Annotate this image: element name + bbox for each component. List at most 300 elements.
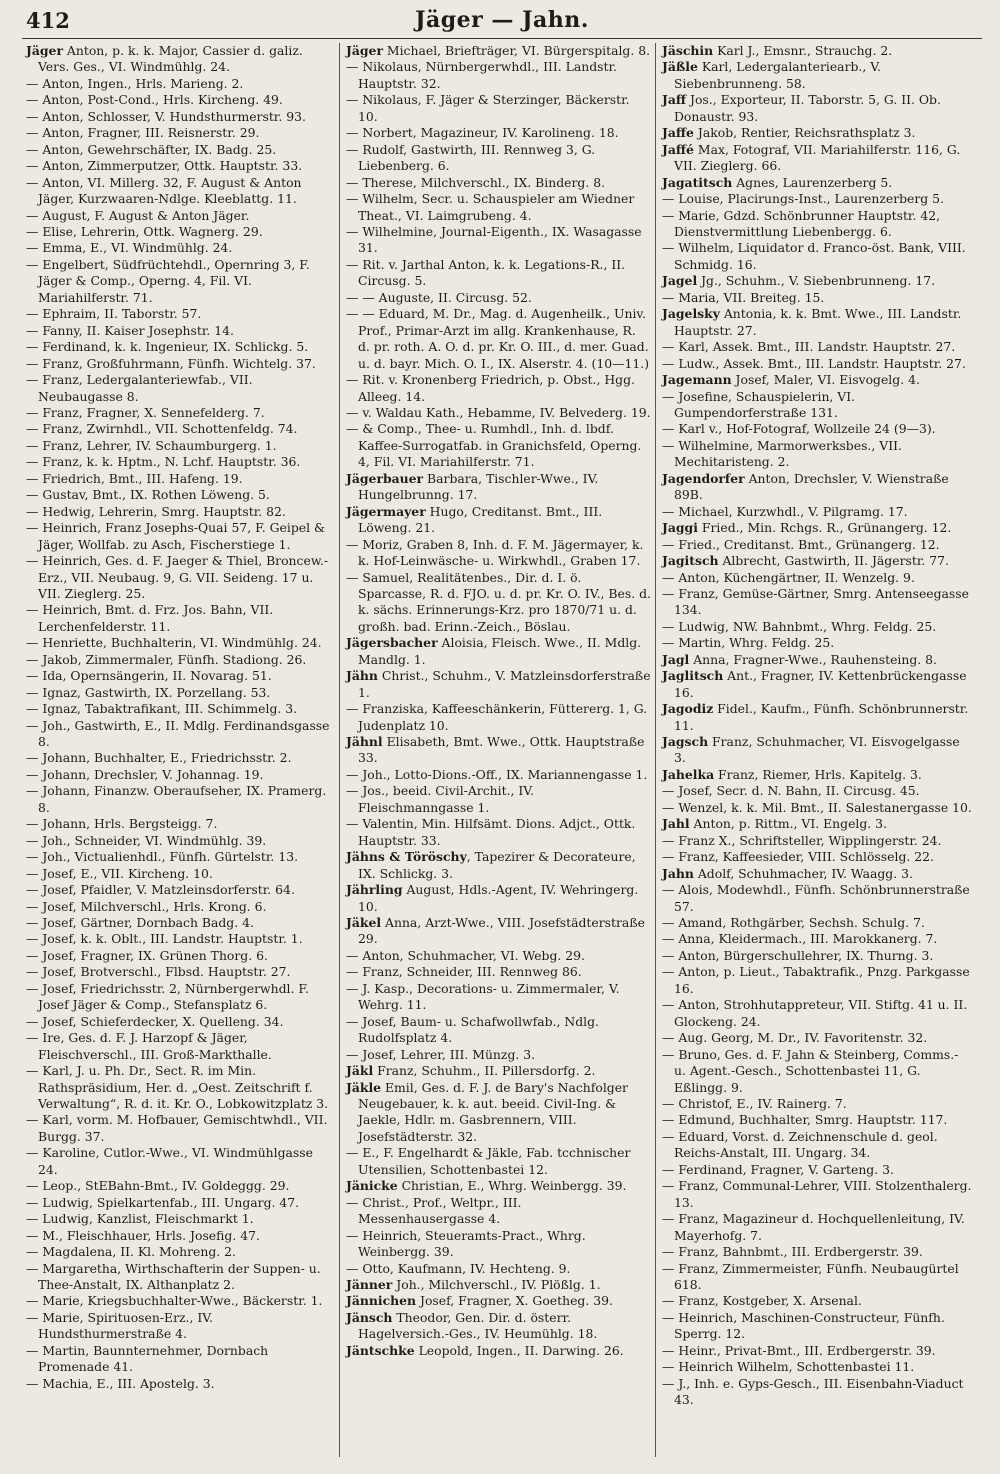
directory-entry [346,43,651,59]
directory-entry [346,783,651,816]
entry-text: — Karl v., Hof-Fotograf, Wollzeile 24 (9—3). [662,421,936,437]
entry-text: — Anton, Ingen., Hrls. Marieng. 2. [26,75,244,91]
entry-text: — Nikolaus, Nürnbergerwhdl., III. Landstr. Hauptstr. 32. [346,59,617,91]
directory-entry [662,652,974,668]
entry-text: — Franz, Zwirnhdl., VII. Schottenfeldg. 74. [26,421,298,437]
entry-text: Fried., Min. Rchgs. R., Grünangerg. 12. [697,520,952,536]
entry-text: Barbara, Tischler-Wwe., IV. Hungelbrunng. 17. [358,470,599,503]
entry-text: Karl J., Emsnr., Strauchg. 2. [713,43,893,58]
entry-text: — E., F. Engelhardt & Jäkle, Fab. tcchnischer Utensilien, Schottenbastei 12. [346,1145,631,1177]
entry-text: — Samuel, Realitätenbes., Dir. d. I. ö. Sparcasse, R. d. FJO. u. d. pr. Kr. O. IV., Bes. d. k. sächs. Erinnerungs-Krz. pro 1870/71 u. d. großh. bad. Erinn.-Zeich., Böslau. [346,569,651,634]
entry-text: — Aug. Georg, M. Dr., IV. Favoritenstr. 32. [662,1030,928,1046]
entry-text: Jakob, Rentier, Reichsrathsplatz 3. [693,125,916,141]
entry-surname: Jaffe [662,125,694,141]
entry-text: — Ferdinand, k. k. Ingenieur, IX. Schlickg. 5. [26,339,309,355]
entry-text: — Jos., beeid. Civil-Archit., IV. Fleischmanngasse 1. [346,783,535,815]
entry-surname: Jägersbacher [346,635,438,651]
directory-entry [26,833,335,849]
entry-surname: Jägerbauer [346,470,424,486]
directory-entry [346,142,651,175]
directory-entry [662,1030,974,1046]
entry-surname: Jaff [662,92,687,108]
entry-text: — Nikolaus, F. Jäger & Sterzinger, Bäckerstr. 10. [346,92,630,124]
directory-entry [662,964,974,997]
entry-text: — Ludwig, NW. Bahnbmt., Whrg. Feldg. 25. [662,618,937,634]
entry-text: — M., Fleischhauer, Hrls. Josefig. 47. [26,1227,260,1243]
directory-entry [26,866,335,882]
entry-text: — Edmund, Buchhalter, Smrg. Hauptstr. 117. [662,1112,948,1128]
entry-text: — Ida, Opernsängerin, II. Novarag. 51. [26,668,272,684]
entry-text: — Emma, E., VI. Windmühlg. 24. [26,240,233,256]
entry-text: — Jakob, Zimmermaler, Fünfh. Stadiong. 26. [26,651,307,667]
entry-surname: Jaffé [662,141,694,157]
entry-text: — Anna, Kleidermach., III. Marokkanerg. 7. [662,931,938,947]
entry-text: — Friedrich, Bmt., III. Hafeng. 19. [26,470,243,486]
directory-entry [26,1293,335,1309]
entry-text: — Franz, Gemüse-Gärtner, Smrg. Antenseegasse 134. [662,585,969,618]
directory-entry [26,504,335,520]
entry-text: — Heinr., Privat-Bmt., III. Erdbergerstr. 39. [662,1342,936,1358]
directory-entry [346,92,651,125]
directory-entry [662,142,974,175]
directory-entry [346,125,651,141]
entry-text: — Marie, Gdzd. Schönbrunner Hauptstr. 42, Dienstvermittlung Liebenbergg. 6. [662,207,941,239]
entry-text: — Leop., StEBahn-Bmt., IV. Goldeggg. 29. [26,1178,290,1194]
entry-text: — Anton, Küchengärtner, II. Wenzelg. 9. [662,569,915,585]
directory-entry [662,619,974,635]
entry-text: — Wilhelm, Liquidator d. Franco-öst. Bank, VIII. Schmidg. 16. [662,240,966,272]
entry-text: Jos., Exporteur, II. Taborstr. 5, G. II. Ob. Donaustr. 93. [674,92,941,124]
directory-entry [346,1063,651,1079]
entry-text: — Engelbert, Südfrüchtehdl., Opernring 3, F. Jäger & Comp., Operng. 4, Fil. VI. Mariahilferstr. 71. [26,256,310,305]
entry-text: Jg., Schuhm., V. Siebenbrunneng. 17. [697,273,936,289]
directory-entry [662,273,974,289]
directory-entry [346,767,651,783]
entry-text: — Anton, Gewehrschäfter, IX. Badg. 25. [26,141,277,157]
directory-entry [662,586,974,619]
directory-entry [26,372,335,405]
entry-text: — Joh., Schneider, VI. Windmühlg. 39. [26,832,267,848]
directory-entry [26,356,335,372]
directory-entry [662,1293,974,1309]
entry-text: — Eduard, Vorst. d. Zeichnenschule d. geol. Reichs-Anstalt, III. Ungarg. 34. [662,1128,938,1161]
entry-text: — Franz X., Schriftsteller, Wipplingerstr. 24. [662,832,942,848]
directory-entry [26,964,335,980]
directory-entry [662,1343,974,1359]
directory-entry [662,356,974,372]
entry-text: Adolf, Schuhmacher, IV. Waagg. 3. [693,865,913,881]
entry-text: — Franz, Magazineur d. Hochquellenleitung, IV. Mayerhofg. 7. [662,1211,965,1243]
directory-entry [26,1211,335,1227]
directory-entry [26,948,335,964]
entry-text: — Johann, Buchhalter, E., Friedrichsstr. 2. [26,750,292,766]
directory-entry [26,685,335,701]
directory-entry [346,1178,651,1194]
entry-text: — Joh., Lotto-Dions.-Off., IX. Mariannengasse 1. [346,766,648,782]
entry-surname: Jähnl [346,734,383,750]
directory-entry [662,59,974,92]
entry-text: — Karl, J. u. Ph. Dr., Sect. R. im Min. Rathspräsidium, Her. d. „Oest. Zeitschrift f. Verwaltung“, R. d. it. Kr. O., Lobkowitzplatz 3. [26,1063,329,1111]
directory-entry [26,931,335,947]
directory-entry [662,175,974,191]
entry-text: — Maria, VII. Breiteg. 15. [662,289,825,305]
directory-entry [346,1080,651,1146]
entry-surname: Jäntschke [346,1342,415,1358]
directory-entry [26,158,335,174]
entry-text: — Marie, Kriegsbuchhalter-Wwe., Bäckerstr. 1. [26,1293,323,1309]
entry-text: — Joh., Gastwirth, E., II. Mdlg. Ferdinandsgasse 8. [26,717,330,750]
entry-text: — Rudolf, Gastwirth, III. Rennweg 3, G. Liebenberg. 6. [346,141,596,174]
directory-entry [26,1030,335,1063]
entry-text: Christ., Schuhm., V. Matzleinsdorferstraße 1. [358,668,651,700]
directory-entry [662,537,974,553]
entry-text: Franz, Schuhm., II. Pillersdorfg. 2. [373,1063,596,1079]
directory-entry [346,816,651,849]
entry-surname: Jagl [662,651,690,667]
directory-entry [662,1178,974,1211]
directory-entry [346,224,651,257]
directory-entry [662,783,974,799]
entry-text: — Magdalena, II. Kl. Mohreng. 2. [26,1244,236,1260]
directory-entry [346,1293,651,1309]
directory-entry [662,306,974,339]
directory-entry [26,224,335,240]
entry-surname: Jänicke [346,1178,398,1194]
entry-text: — Josef, Milchverschl., Hrls. Krong. 6. [26,898,267,914]
entry-text: — v. Waldau Kath., Hebamme, IV. Belvederg. 19. [346,404,651,420]
entry-text: — Franz, Bahnbmt., III. Erdbergerstr. 39. [662,1244,923,1260]
entry-text: — Anton, Post-Cond., Hrls. Kircheng. 49. [26,92,283,108]
entry-surname: Jaglitsch [662,668,724,684]
entry-text: Emil, Ges. d. F. J. de Bary's Nachfolger Neugebauer, k. k. aut. beeid. Civil-Ing. & Jaekle, Hdlr. m. Gasbrennern, VIII. Josefstädterstr. 32. [358,1079,628,1144]
entry-text: — Ignaz, Tabaktrafikant, III. Schimmelg. 3. [26,701,298,717]
entry-text: Franz, Schuhmacher, VI. Eisvogelgasse 3. [674,734,960,766]
entry-text: — Franz, k. k. Hptm., N. Lchf. Hauptstr. 36. [26,454,301,470]
directory-entry [26,471,335,487]
entry-text: Hugo, Creditanst. Bmt., III. Löweng. 21. [358,503,603,536]
entry-text: — Karl, Assek. Bmt., III. Landstr. Hauptstr. 27. [662,339,956,355]
entry-surname: Jänsch [346,1309,393,1325]
entry-surname: Jägermayer [346,503,426,519]
entry-text: — Heinrich, Maschinen-Constructeur, Fünfh. Sperrg. 12. [662,1309,945,1342]
entry-text: Anna, Fragner-Wwe., Rauhensteing. 8. [689,651,937,667]
entry-text: — Heinrich, Franz Josephs-Quai 57, F. Geipel & Jäger, Wollfab. zu Asch, Fischerstiege 1. [26,520,326,552]
directory-entry [26,487,335,503]
directory-entry [26,1244,335,1260]
entry-text: Michael, Briefträger, VI. Bürgerspitalg. 8. [382,43,651,58]
directory-entry [662,208,974,241]
directory-entry [26,882,335,898]
directory-entry [346,964,651,980]
entry-text: Karl, Ledergalanteriearb., V. Siebenbrunneng. 58. [674,59,881,91]
entry-text: — Wenzel, k. k. Mil. Bmt., II. Salestanergasse 10. [662,799,972,815]
directory-entry [662,43,974,59]
directory-entry [26,109,335,125]
directory-entry [346,1145,651,1178]
directory-entry [346,915,651,948]
directory-entry [346,1014,651,1047]
entry-text: — Ludwig, Spielkartenfab., III. Ungarg. 47. [26,1194,300,1210]
entry-text: — August, F. August & Anton Jäger. [26,207,250,223]
entry-text: — Otto, Kaufmann, IV. Hechteng. 9. [346,1260,571,1276]
entry-text: Agnes, Laurenzerberg 5. [732,174,893,190]
entry-text: — Josef, Friedrichsstr. 2, Nürnbergerwhdl. F. Josef Jäger & Comp., Stefansplatz 6. [26,980,309,1013]
entry-text: — Christ., Prof., Weltpr., III. Messenhausergasse 4. [346,1194,522,1227]
directory-entry [26,1178,335,1194]
directory-entry [26,454,335,470]
entry-text: August, Hdls.-Agent, IV. Wehringerg. 10. [358,882,639,914]
entry-text: — Heinrich, Steueramts-Pract., Whrg. Weinbergg. 39. [346,1227,586,1260]
entry-surname: Jäßle [662,59,698,75]
directory-entry [26,553,335,602]
entry-text: — Franz, Ledergalanteriewfab., VII. Neubaugasse 8. [26,372,253,404]
directory-entry [662,734,974,767]
directory-entry [346,1310,651,1343]
directory-entry [662,1162,974,1178]
directory-entry [346,1277,651,1293]
directory-entry [346,635,651,668]
entry-text: Antonia, k. k. Bmt. Wwe., III. Landstr. Hauptstr. 27. [674,306,962,338]
directory-entry [346,290,651,306]
entry-surname: Jagel [662,273,698,289]
entry-text: Albrecht, Gastwirth, II. Jägerstr. 77. [718,553,949,569]
entry-text: — Hedwig, Lehrerin, Smrg. Hauptstr. 82. [26,503,286,519]
directory-entry [662,997,974,1030]
directory-entry [26,1063,335,1112]
entry-surname: Jagatitsch [662,174,733,190]
directory-entry [26,981,335,1014]
entry-surname: Jagsch [662,734,709,750]
entry-text: — Ignaz, Gastwirth, IX. Porzellang. 53. [26,684,271,700]
directory-entry [662,849,974,865]
directory-entry [662,520,974,536]
directory-entry [662,948,974,964]
entry-text: — Johann, Hrls. Bergsteigg. 7. [26,816,218,832]
entry-text: — Wilhelm, Secr. u. Schauspieler am Wiedner Theat., VI. Laimgrubeng. 4. [346,191,635,223]
entry-surname: Jagodiz [662,701,714,717]
entry-text: — Elise, Lehrerin, Ottk. Wagnerg. 29. [26,223,263,239]
directory-entry [26,43,335,76]
entry-text: — Franz, Communal-Lehrer, VIII. Stolzenthalerg. 13. [662,1178,972,1210]
directory-entry [26,602,335,635]
entry-text: — Marie, Spirituosen-Erz., IV. Hundsthurmerstraße 4. [26,1309,213,1342]
entry-text: — Wilhelmine, Marmorwerksbes., VII. Mechitaristeng. 2. [662,437,902,470]
entry-text: — Franz, Fragner, X. Sennefelderg. 7. [26,404,265,420]
directory-entry [26,323,335,339]
entry-text: — Norbert, Magazineur, IV. Karolineng. 18. [346,125,619,141]
entry-text: Theodor, Gen. Dir. d. österr. Hagelversich.-Ges., IV. Heumühlg. 18. [358,1309,598,1342]
entry-surname: Jahl [662,816,690,832]
directory-entry [26,668,335,684]
directory-entry [26,1112,335,1145]
directory-entry [26,1145,335,1178]
directory-entry [346,734,651,767]
directory-entry [346,405,651,421]
entry-text: — Louise, Placirungs-Inst., Laurenzerberg 5. [662,191,945,207]
entry-text: — Martin, Whrg. Feldg. 25. [662,635,835,651]
entry-text: — Wilhelmine, Journal-Eigenth., IX. Wasagasse 31. [346,223,642,256]
directory-entry [346,257,651,290]
directory-entry [662,92,974,125]
entry-text: — Josef, Fragner, IX. Grünen Thorg. 6. [26,947,268,963]
entry-text: — Anton, Strohhutappreteur, VII. Stiftg. 41 u. II. Glockeng. 24. [662,997,968,1029]
entry-text: — J. Kasp., Decorations- u. Zimmermaler, V. Wehrg. 11. [346,980,620,1013]
entry-surname: Jagendorfer [662,470,745,486]
entry-text: — Ferdinand, Fragner, V. Garteng. 3. [662,1161,894,1177]
entry-text: — Ludwig, Kanzlist, Fleischmarkt 1. [26,1211,254,1227]
directory-entry [346,701,651,734]
directory-entry [26,339,335,355]
directory-entry [346,504,651,537]
directory-entry [662,866,974,882]
entry-text: Josef, Fragner, X. Goetheg. 39. [416,1293,613,1309]
entry-surname: Jäschin [662,43,714,58]
directory-entry [662,240,974,273]
entry-text: — — Eduard, M. Dr., Mag. d. Augenheilk., Univ. Prof., Primar-Arzt im allg. Krankenhause, R. d. pr. roth. A. O. d. pr. Kr. O. III., d. mer. Guad. u. d. bayr. Mich. O. I., IX. Alserstr. 4. (10—11.) [346,306,650,371]
entry-text: — Franz, Kostgeber, X. Arsenal. [662,1293,862,1309]
running-title: Jäger — Jahn. [415,7,589,33]
directory-entry [346,537,651,570]
entry-surname: Jännichen [346,1293,417,1309]
entry-text: — Ludw., Assek. Bmt., III. Landstr. Hauptstr. 27. [662,355,966,371]
directory-entry [662,1310,974,1343]
entry-text: — J., Inh. e. Gyps-Gesch., III. Eisenbahn-Viaduct 43. [662,1375,964,1408]
directory-entry [346,1261,651,1277]
entry-surname: Jahelka [662,766,715,782]
directory-entry [346,1195,651,1228]
entry-text: — Rit. v. Kronenberg Friedrich, p. Obst., Hgg. Alleeg. 14. [346,372,635,404]
directory-entry [346,175,651,191]
directory-entry [662,833,974,849]
directory-entry [662,1244,974,1260]
directory-entry [26,701,335,717]
page-number: 412 [26,8,70,33]
directory-entry [662,767,974,783]
directory-entry [26,915,335,931]
directory-entry [26,718,335,751]
directory-entry [346,1047,651,1063]
directory-entry [662,1112,974,1128]
entry-surname: Jäkl [346,1063,374,1079]
entry-text: Leopold, Ingen., II. Darwing. 26. [414,1342,624,1358]
directory-entry [26,1376,335,1392]
directory-entry [26,635,335,651]
directory-entry [346,1228,651,1261]
entry-text: — Machia, E., III. Apostelg. 3. [26,1375,215,1391]
directory-entry [26,306,335,322]
entry-surname: Jänner [346,1276,393,1292]
directory-entry [26,76,335,92]
directory-entry [662,668,974,701]
entry-text: Anton, Drechsler, V. Wienstraße 89B. [674,470,949,503]
directory-entry [26,849,335,865]
directory-entry [662,1211,974,1244]
directory-entry [346,570,651,636]
directory-entry [662,504,974,520]
directory-entry [662,570,974,586]
entry-text: — Josefine, Schauspielerin, VI. Gumpendorferstraße 131. [662,388,856,420]
entry-surname: Jährling [346,882,403,898]
entry-surname: Jäkle [346,1079,382,1095]
directory-entry [346,372,651,405]
entry-text: — Anton, Schlosser, V. Hundsthurmerstr. 93. [26,108,306,124]
entry-text: — Josef, k. k. Oblt., III. Landstr. Hauptstr. 1. [26,931,303,947]
directory-entry [662,1129,974,1162]
entry-text: — — Auguste, II. Circusg. 52. [346,289,532,305]
entry-text: Josef, Maler, VI. Eisvogelg. 4. [731,372,920,388]
entry-text: Anton, p. Rittm., VI. Engelg. 3. [689,816,888,832]
directory-entry [662,553,974,569]
entry-text: — Karl, vorm. M. Hofbauer, Gemischtwhdl., VII. Burgg. 37. [26,1112,328,1144]
entry-text: , Tapezirer & Decorateure, IX. Schlickg. 3. [358,849,636,881]
entry-text: — Ephraim, II. Taborstr. 57. [26,306,202,322]
entry-text: — Franz, Kaffeesieder, VIII. Schlösselg. 22. [662,849,934,865]
directory-entry [346,882,651,915]
entry-text: — & Comp., Thee- u. Rumhdl., Inh. d. lbdf. Kaffee-Surrogatfab. in Granichsfeld, Operng. 4, Fil. VI. Mariahilferstr. 71. [346,421,642,470]
directory-entry [662,882,974,915]
directory-entry [26,1261,335,1294]
column-left [22,43,340,1457]
directory-entry [662,372,974,388]
entry-text: — Alois, Modewhdl., Fünfh. Schönbrunnerstraße 57. [662,882,970,914]
directory-entry [26,125,335,141]
directory-entry [26,520,335,553]
directory-entry [26,783,335,816]
directory-entry [346,421,651,470]
directory-entry [662,1047,974,1096]
directory-entry [662,339,974,355]
entry-text: — Josef, Secr. d. N. Bahn, II. Circusg. 45. [662,783,920,799]
entry-surname: Jaggi [662,520,698,536]
entry-text: — Johann, Drechsler, V. Johannag. 19. [26,766,264,782]
page-header [22,6,982,39]
entry-text: — Gustav, Bmt., IX. Rothen Löweng. 5. [26,487,270,503]
entry-surname: Jagitsch [662,553,719,569]
directory-entry [662,635,974,651]
directory-entry [346,849,651,882]
directory-entry [662,125,974,141]
directory-entry [662,816,974,832]
directory-entry [346,306,651,372]
directory-entry [346,191,651,224]
entry-text: — Anton, Fragner, III. Reisnerstr. 29. [26,125,260,141]
entry-text: — Amand, Rothgärber, Sechsh. Schulg. 7. [662,915,925,931]
directory-entry [662,915,974,931]
directory-entry [26,750,335,766]
directory-entry [662,421,974,437]
directory-entry [662,931,974,947]
directory-entry [662,1376,974,1409]
directory-entry [26,816,335,832]
directory-entry [26,240,335,256]
directory-entry [26,257,335,306]
directory-entry [662,1359,974,1375]
entry-text: — Therese, Milchverschl., IX. Binderg. 8. [346,174,606,190]
entry-text: — Henriette, Buchhalterin, VI. Windmühlg. 24. [26,635,322,651]
entry-text: — Heinrich, Bmt. d. Frz. Jos. Bahn, VII. Lerchenfelderstr. 11. [26,602,274,634]
entry-text: — Margaretha, Wirthschafterin der Suppen- u. Thee-Anstalt, IX. Althanplatz 2. [26,1260,321,1292]
directory-entry [26,1195,335,1211]
entry-text: — Anton, Zimmerputzer, Ottk. Hauptstr. 33. [26,158,303,174]
directory-entry [346,1343,651,1359]
column-right [656,43,978,1457]
entry-text: Joh., Milchverschl., IV. Plößlg. 1. [392,1276,601,1292]
entry-text: — Fried., Creditanst. Bmt., Grünangerg. 12. [662,536,940,552]
entry-text: Ant., Fragner, IV. Kettenbrückengasse 16. [674,668,967,700]
entry-text: — Josef, Gärtner, Dornbach Badg. 4. [26,915,254,931]
entry-text: Christian, E., Whrg. Weinbergg. 39. [397,1178,627,1194]
directory-entry [662,1096,974,1112]
